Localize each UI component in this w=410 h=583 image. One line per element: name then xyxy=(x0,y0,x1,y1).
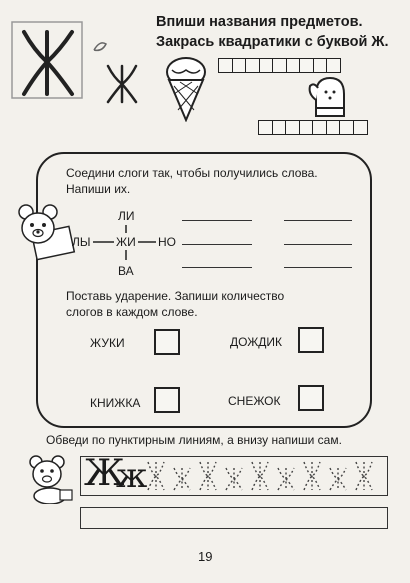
word-dozhdik: ДОЖДИК xyxy=(230,335,283,349)
word-zhuki: ЖУКИ xyxy=(90,336,125,350)
word-knizhka: КНИЖКА xyxy=(90,396,141,410)
task2-instruction-line1: Соедини слоги так, чтобы получились слова. xyxy=(66,166,318,180)
answer-line[interactable] xyxy=(182,267,252,268)
syllable-count-box[interactable] xyxy=(154,329,180,355)
syllable-top: ЛИ xyxy=(118,209,135,223)
syllable-bottom: ВА xyxy=(118,264,134,278)
dotted-tracing-letters xyxy=(146,458,384,494)
answer-line[interactable] xyxy=(284,244,352,245)
writing-row[interactable] xyxy=(80,507,388,529)
syllable-center: ЖИ xyxy=(116,235,136,249)
ice-cream-icon xyxy=(164,56,208,122)
ice-cream-letter-cells[interactable] xyxy=(218,58,340,73)
task2-instruction-line2: Напиши их. xyxy=(66,182,131,196)
page-number: 19 xyxy=(198,549,213,564)
task3-instruction: Обведи по пунктирным линиям, а внизу напиши сам. xyxy=(46,433,342,447)
answer-line[interactable] xyxy=(284,220,352,221)
syllable-right: НО xyxy=(158,235,176,249)
letter-cell[interactable] xyxy=(353,120,368,135)
answer-line[interactable] xyxy=(284,267,352,268)
tracing-letter-uppercase: Ж xyxy=(84,453,125,494)
stress-instruction-line1: Поставь ударение. Запиши количество xyxy=(66,289,285,303)
word-snezhok: СНЕЖОК xyxy=(228,394,281,408)
letter-zh-illustration xyxy=(10,10,146,108)
task1-title-line2: Закрась квадратики с буквой Ж. xyxy=(156,34,389,50)
syllable-count-box[interactable] xyxy=(298,385,324,411)
tracing-letter-lowercase: ж xyxy=(116,456,148,496)
answer-line[interactable] xyxy=(182,220,252,221)
mitten-letter-cells[interactable] xyxy=(258,120,366,135)
task2-instruction xyxy=(66,165,366,197)
letter-cell[interactable] xyxy=(326,58,341,73)
stress-instruction-line2: слогов в каждом слове. xyxy=(66,305,198,319)
syllable-connectors xyxy=(60,200,180,280)
syllable-count-box[interactable] xyxy=(298,327,324,353)
syllable-count-box[interactable] xyxy=(154,387,180,413)
mitten-icon xyxy=(306,74,350,120)
answer-line[interactable] xyxy=(182,244,252,245)
stress-instruction xyxy=(66,288,366,320)
bear-icon xyxy=(26,452,76,504)
task1-title xyxy=(156,12,406,52)
task1-title-line1: Впиши названия предметов. xyxy=(156,14,363,30)
syllable-left: ЛЫ xyxy=(72,235,91,249)
